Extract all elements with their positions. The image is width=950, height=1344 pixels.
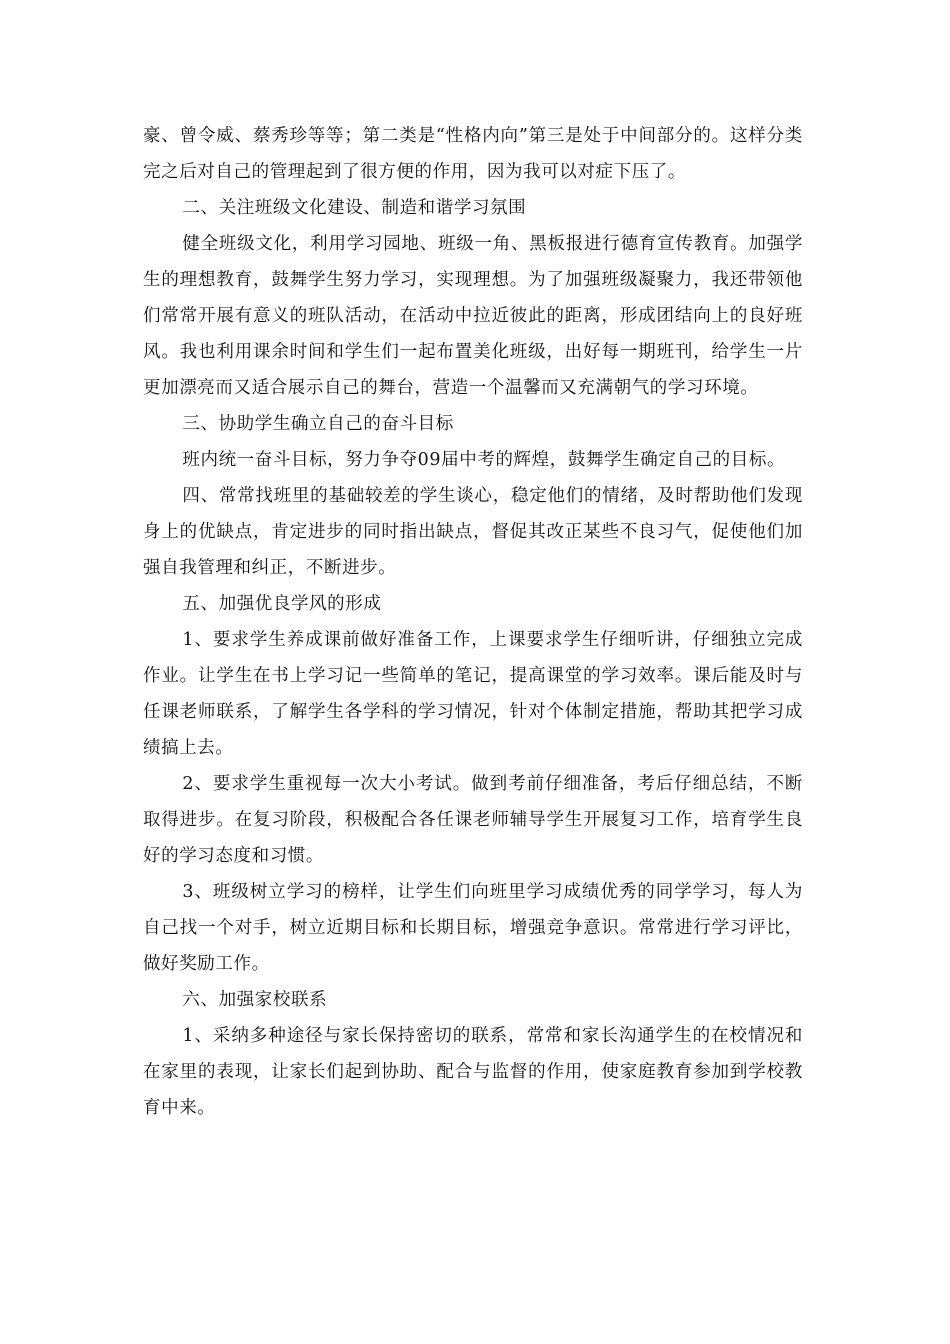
paragraph-section-4: 四、常常找班里的基础较差的学生谈心，稳定他们的情绪，及时帮助他们发现身上的优缺点，肯定进步的同时指出缺点，督促其改正某些不良习气，促使他们加强自我管理和纠正，不断进步。 [143, 486, 803, 578]
paragraph-continuation: 豪、曾令威、蔡秀珍等等；第二类是“性格内向”第三是处于中间部分的。这样分类完之后对自己的管理起到了很方便的作用，因为我可以对症下压了。 [143, 126, 803, 182]
paragraph-class-culture: 健全班级文化，利用学习园地、班级一角、黑板报进行德育宣传教育。加强学生的理想教育，鼓舞学生努力学习，实现理想。为了加强班级凝聚力，我还带领他们常常开展有意义的班队活动，在活动中拉近彼此的距离，形成团结向上的良好班风。我也利用课余时间和学生们一起布置美化班级，出好每一期班刊，给学生一片更加漂亮而又适合展示自己的舞台，营造一个温馨而又充满朝气的学习环境。 [143, 234, 803, 398]
heading-section-6: 六、加强家校联系 [182, 990, 328, 1010]
paragraph-goals: 班内统一奋斗目标，努力争夺09届中考的辉煌，鼓舞学生确定自己的目标。 [182, 450, 786, 470]
document-page [143, 118, 803, 1126]
paragraph-item-5-2: 2、要求学生重视每一次大小考试。做到考前仔细准备，考后仔细总结，不断取得进步。在复习阶段，积极配合各任课老师辅导学生开展复习工作，培育学生良好的学习态度和习惯。 [143, 774, 803, 866]
paragraph-item-5-1: 1、要求学生养成课前做好准备工作，上课要求学生仔细听讲，仔细独立完成作业。让学生在书上学习记一些简单的笔记，提高课堂的学习效率。课后能及时与任课老师联系，了解学生各学科的学习情况，针对个体制定措施，帮助其把学习成绩搞上去。 [143, 630, 803, 758]
paragraph-item-5-3: 3、班级树立学习的榜样，让学生们向班里学习成绩优秀的同学学习，每人为自己找一个对手，树立近期目标和长期目标，增强竞争意识。常常进行学习评比，做好奖励工作。 [143, 882, 803, 974]
heading-section-2: 二、关注班级文化建设、制造和谐学习氛围 [182, 198, 527, 218]
heading-section-3: 三、协助学生确立自己的奋斗目标 [182, 414, 454, 434]
paragraph-item-6-1: 1、采纳多种途径与家长保持密切的联系，常常和家长沟通学生的在校情况和在家里的表现，让家长们起到协助、配合与监督的作用，使家庭教育参加到学校教育中来。 [143, 1026, 803, 1118]
heading-section-5: 五、加强优良学风的形成 [182, 594, 382, 614]
